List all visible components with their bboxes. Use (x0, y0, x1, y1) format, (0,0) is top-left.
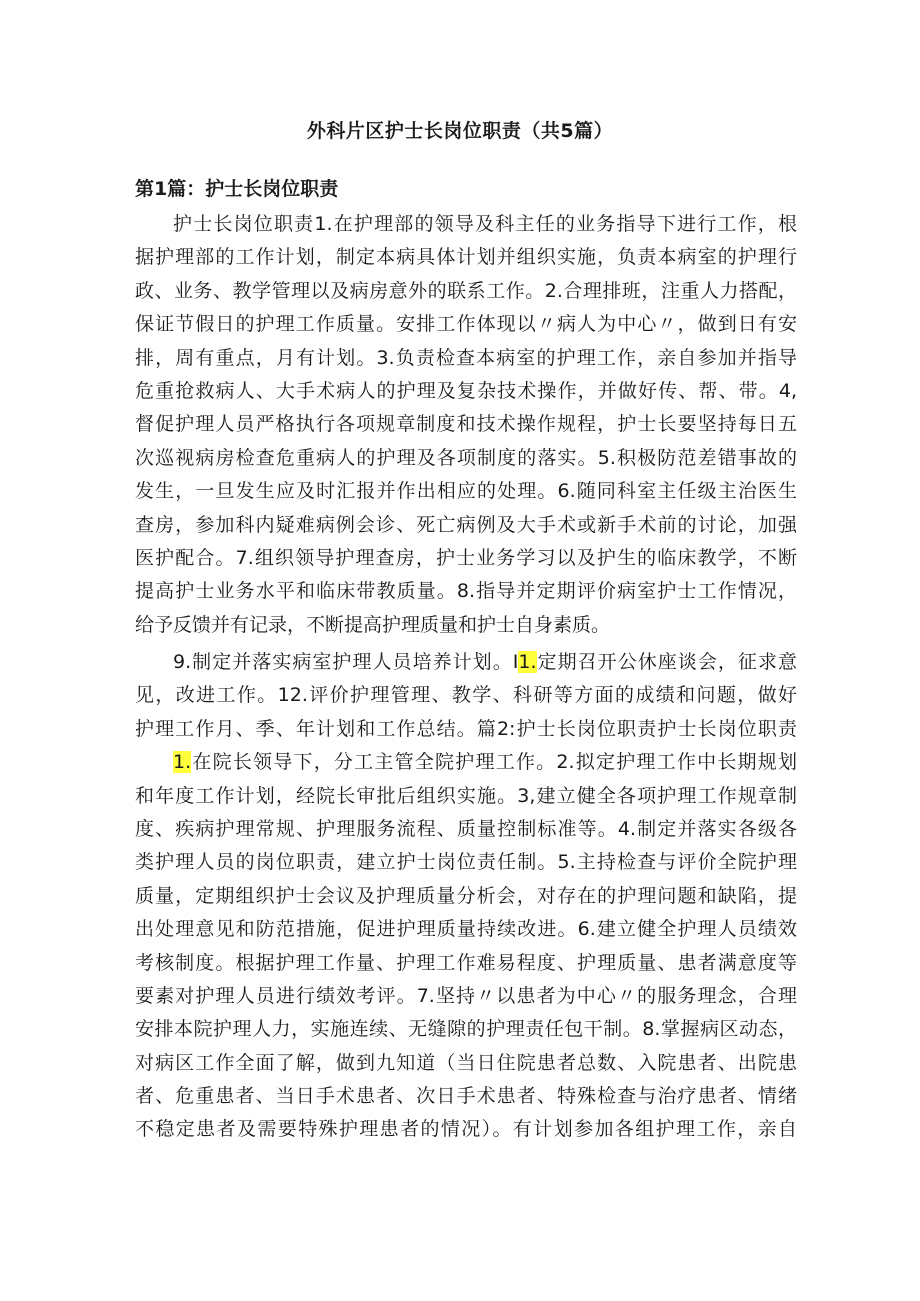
paragraph-2 (135, 646, 797, 1147)
text-line: 次巡视病房检查危重病人的护理及各项制度的落实。5.积极防范差错事故的 (135, 446, 797, 469)
text-line: 发生，一旦发生应及时汇报并作出相应的处理。6.随同科室主任级主治医生 (135, 480, 797, 503)
text-line: 要素对护理人员进行绩效考评。7.坚持〃以患者为中心〃的服务理念，合理 (135, 984, 797, 1007)
text-line: 保证节假日的护理工作质量。安排工作体现以〃病人为中心〃，做到日有安 (135, 313, 797, 336)
text-line: 据护理部的工作计划，制定本病具体计划并组织实施，负责本病室的护理行 (135, 246, 797, 269)
text-line: 政、业务、教学管理以及病房意外的联系工作。2.合理排班，注重人力搭配， (135, 279, 797, 302)
highlight-mark: 1. (518, 651, 537, 673)
text-line: 医护配合。7.组织领导护理查房，护士业务学习以及护生的临床教学，不断 (135, 546, 797, 569)
text-line: 类护理人员的岗位职责，建立护士岗位责任制。5.主持检查与评价全院护理 (135, 851, 797, 874)
paragraph-1 (135, 208, 797, 642)
text-line: 督促护理人员严格执行各项规章制度和技术操作规程，护士长要坚持每日五 (135, 413, 797, 436)
text-line: 考核制度。根据护理工作量、护理工作难易程度、护理质量、患者满意度等 (135, 951, 797, 974)
text-line: 和年度工作计划，经院长审批后组织实施。3,建立健全各项护理工作规章制 (135, 784, 797, 807)
text-line: 提高护士业务水平和临床带教质量。8.指导并定期评价病室护士工作情况， (135, 580, 797, 603)
text-segment: 9.制定并落实病室护理人员培养计划。I (173, 651, 519, 673)
text-segment: 在院长领导下，分工主管全院护理工作。2.拟定护理工作中长期规划 (191, 751, 797, 774)
text-line: 给予反馈并有记录，不断提高护理质量和护士自身素质。 (135, 613, 611, 636)
text-line: 查房，参加科内疑难病例会诊、死亡病例及大手术或新手术前的讨论，加强 (135, 513, 797, 536)
document-title: 外科片区护士长岗位职责（共5篇） (306, 120, 614, 142)
text-line: 质量，定期组织护士会议及护理质量分析会，对存在的护理问题和缺陷，提 (135, 884, 797, 907)
text-line: 护士长岗位职责1.在护理部的领导及科主任的业务指导下进行工作，根 (173, 213, 797, 235)
text-line: 不稳定患者及需要特殊护理患者的情况）。有计划参加各组护理工作，亲自 (135, 1118, 797, 1141)
text-line: 出处理意见和防范措施，促进护理质量持续改进。6.建立健全护理人员绩效 (135, 918, 797, 941)
highlight-mark: 1. (173, 751, 192, 774)
text-segment: 定期召开公休座谈会，征求意 (536, 651, 797, 673)
text-line: 排，周有重点，月有计划。3.负责检查本病室的护理工作，亲自参加并指导 (135, 346, 797, 369)
text-line (135, 646, 797, 679)
text-line: 者、危重患者、当日手术患者、次日手术患者、特殊检查与治疗患者、情绪 (135, 1085, 797, 1108)
text-line: 护理工作月、季、年计划和工作总结。篇2:护士长岗位职责护士长岗位职责 (135, 717, 797, 740)
text-line: 度、疾病护理常规、护理服务流程、质量控制标准等。4.制定并落实各级各 (135, 817, 797, 840)
section-heading: 第1篇：护士长岗位职责 (135, 178, 339, 200)
text-line: 对病区工作全面了解，做到九知道（当日住院患者总数、入院患者、出院患 (135, 1051, 797, 1074)
text-line (135, 746, 797, 779)
text-line: 见，改进工作。12.评价护理管理、教学、科研等方面的成绩和问题，做好 (135, 684, 797, 707)
text-line: 安排本院护理人力，实施连续、无缝隙的护理责任包干制。8.掌握病区动态， (135, 1018, 797, 1041)
text-line: 危重抢救病人、大手术病人的护理及复杂技术操作，并做好传、帮、带。4, (135, 379, 797, 402)
